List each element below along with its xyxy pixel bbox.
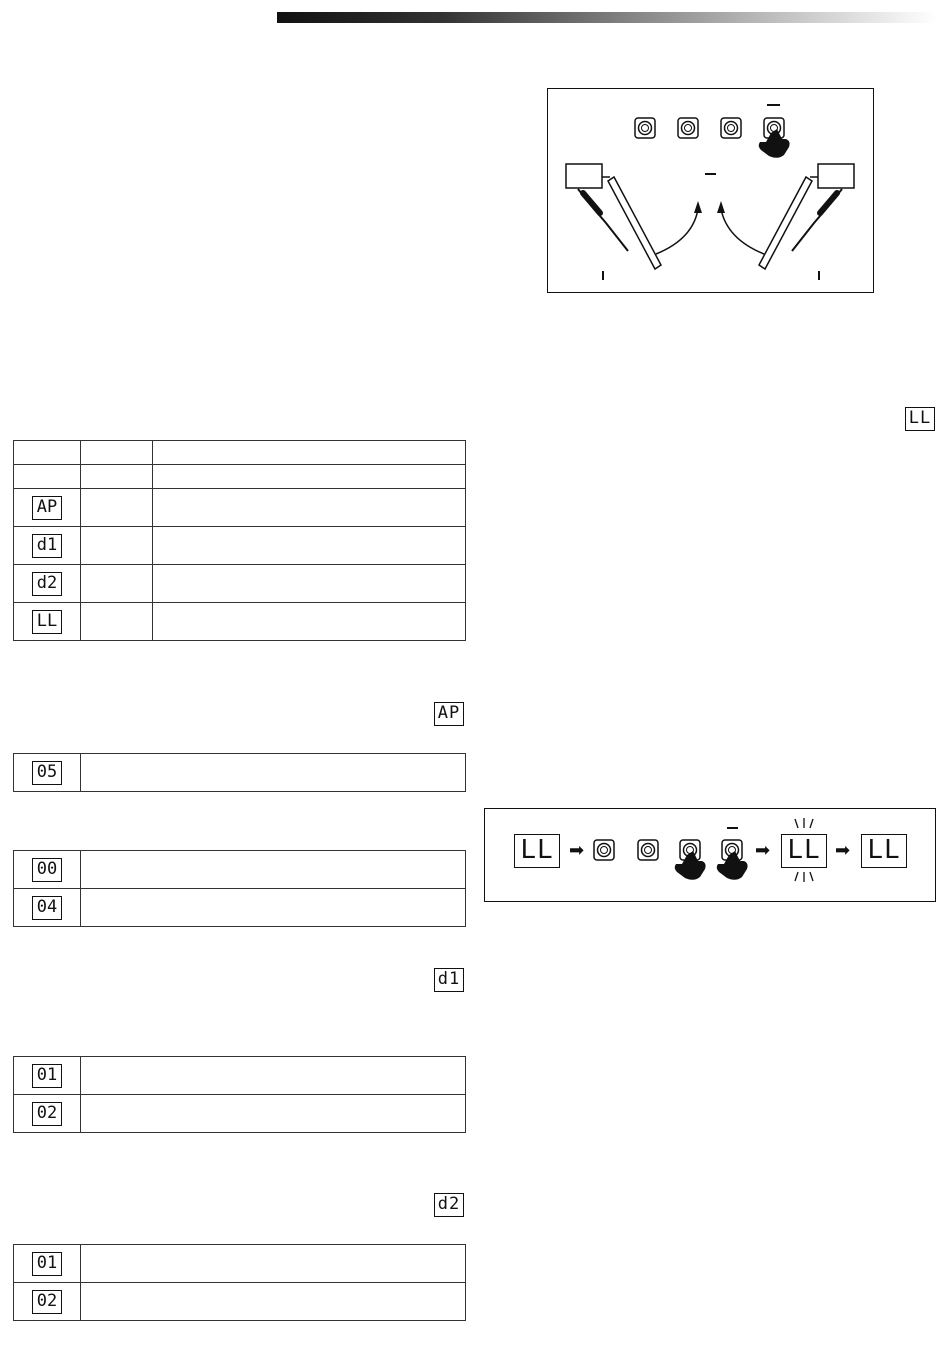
sequence-end-display: LL [861,834,907,868]
sequence-buttons-svg [590,817,755,895]
right-gate-leaf [759,177,812,269]
button-1-icon [594,840,614,860]
display-ll: LL [32,610,62,634]
d2-table [13,1244,466,1321]
right-actuator [820,193,837,213]
ap-table-2 [13,850,466,927]
left-actuator [583,193,600,213]
table-row [14,754,466,792]
left-gate-leaf [608,177,661,269]
button-1-icon [635,118,655,138]
arrow-icon: ➡ [569,840,585,860]
table-row [14,565,466,603]
sequence-start-display: LL [514,834,560,868]
display-d1: d1 [32,534,62,558]
display-02: 02 [32,1290,62,1314]
display-00: 00 [32,858,62,882]
table-row [14,1245,466,1283]
table-row [14,603,466,641]
display-01: 01 [32,1252,62,1276]
display-05: 05 [32,761,62,785]
ap-table-1 [13,753,466,792]
table-row [14,1095,466,1133]
corner-ll-display: LL [905,407,935,431]
gate-diagram-svg [548,89,872,291]
table-row [14,1057,466,1095]
table-row [14,527,466,565]
section-ap-display: AP [434,702,464,726]
button-3-icon [721,118,741,138]
table-row [14,1283,466,1321]
section-d2-display: d2 [434,1193,464,1217]
display-ap: AP [32,496,62,520]
arrow-icon: ➡ [755,840,771,860]
gate-diagram [547,88,874,293]
display-04: 04 [32,896,62,920]
display-d2: d2 [32,572,62,596]
header-gradient-bar [277,12,937,23]
d1-table [13,1056,466,1133]
right-motor-box [818,164,854,188]
left-motor-box [566,164,602,188]
button-2-icon [678,118,698,138]
arrow-icon: ➡ [835,840,851,860]
section-d1-display: d1 [434,968,464,992]
main-table [13,440,466,641]
button-2-icon [638,840,658,860]
table-row [14,889,466,927]
display-02: 02 [32,1102,62,1126]
table-row [14,441,466,465]
sequence-blink-display: LL [781,834,827,868]
sequence-diagram [484,808,936,902]
table-row [14,465,466,489]
table-row [14,489,466,527]
display-01: 01 [32,1064,62,1088]
table-row [14,851,466,889]
